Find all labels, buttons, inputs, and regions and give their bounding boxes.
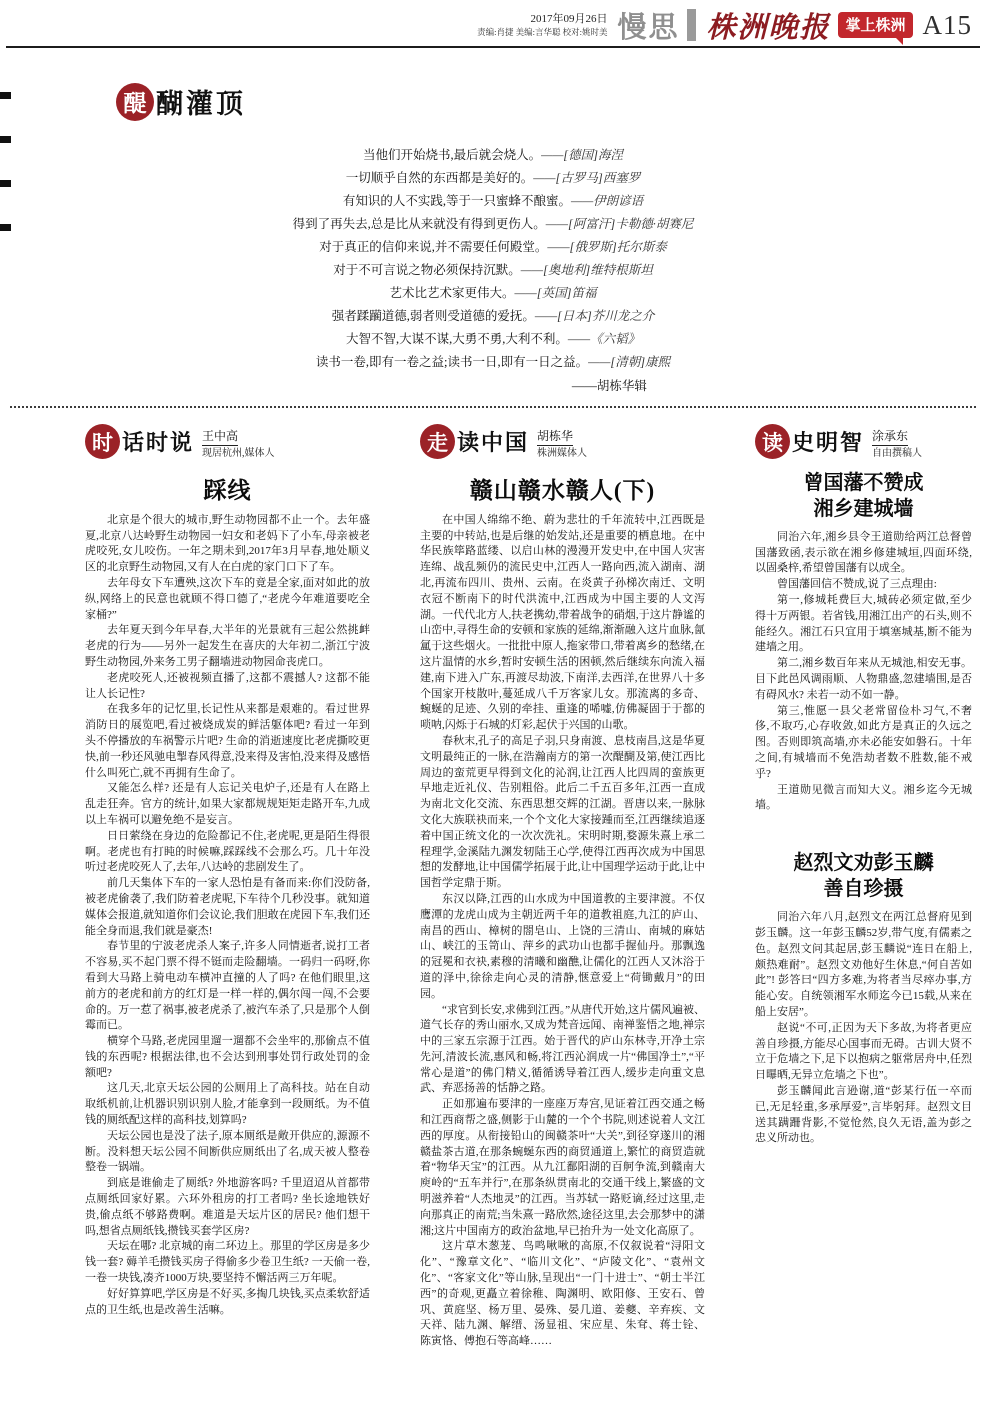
edition-info: [477, 13, 607, 37]
quote-line: [0, 213, 986, 236]
article-2: [755, 850, 972, 1147]
author-desc: 株洲媒体人: [537, 447, 588, 459]
quote-source: ——伊朗谚语: [570, 194, 644, 208]
paragraph: 又能怎么样? 还是有人忘记关电炉子,还是有人在路上乱走狂奔。官方的统计,如果大家都规规矩矩走路开车,九成以上车祸可以避免绝不是妄言。: [85, 782, 370, 826]
paragraph: 第一,修城耗费巨大,城砖必须定做,至少得十万两银。若省钱,用湘江出产的石头,则不能经久。湘江石只宜用于填塞城基,断不能为建墙之用。: [755, 593, 972, 654]
article-title: 踩线: [203, 477, 252, 503]
article-body: [420, 513, 705, 1350]
column-badge: [420, 424, 529, 459]
article-body: [755, 910, 972, 1147]
article-title-line2: 湘乡建城墙: [813, 497, 914, 520]
quote-line: [0, 259, 986, 282]
quote-text: 一切顺乎自然的东西都是美好的。: [345, 171, 534, 185]
paragraph: 王道勋见微言而知大义。湘乡迄今无城墙。: [755, 783, 972, 812]
paragraph: 在我多年的记忆里,长记性从来都是艰难的。看过世界消防日的展览吧,看过被烧成炭的鲜活躯体吧? 看过一年到头不停播放的车祸警示片吧? 生命的消逝速度比老虎撕咬更快,前一秒还风驰电掣春风得意,没来得及害怕,没来得及感悟什么叫死亡,就不再拥有生命了。: [85, 703, 370, 779]
quote-source: ——[阿富汗]卡勒德·胡赛尼: [545, 217, 694, 231]
paragraph: 赵说“不可,正因为天下多故,为将者更应善自珍摄,方能尽心国事而无碍。古训大贤不立于危墙之下,足下以抱病之躯常居舟中,任烈日曝晒,无异立危墙之下也”。: [755, 1021, 972, 1082]
paper-logo: 株洲晚报: [706, 9, 831, 44]
author-desc: 现居杭州,媒体人: [202, 447, 275, 459]
quote-list: [0, 144, 986, 374]
quote-line: [0, 328, 986, 351]
quote-text: 艺术比艺术家更伟大。: [389, 286, 515, 300]
paragraph: 横穿个马路,老虎园里遛一遛都不会坐牢的,那偷点不值钱的东西呢? 根据法律,也不会达到刑事处罚行政处罚的金额吧?: [85, 1035, 370, 1079]
quote-text: 当他们开始烧书,最后就会烧人。: [362, 148, 542, 162]
paragraph: 前几天集体下车的一家人恐怕是有备而来:你们没防备,被老虎偷袭了,我们防着老虎呢,下车待个几秒没事。就知道媒体会报道,就知道你们会议论,我们胆敢在虎园下车,我们还能全身而退,我们就是豪杰!: [85, 877, 370, 937]
paragraph: 正如那遍布要津的一座座万寿宫,见证着江西交通之畅和江西商帮之盛,侧影于山麓的一个个书院,则述说着人文江西的厚度。从衔接铅山的闽赣茶叶“大关”,到径穿遂川的湘赣盐茶古道,在那条蜿蜒东西的商贸通道上,繁忙的商贸造就着“物华天宝”的江西。从九江鄱阳湖的百舸争流,到赣南大庾岭的“五车并行”,在那条纵贯南北的交通干线上,繁盛的文明滋养着“人杰地灵”的江西。当苏轼一路贬谪,经过这里,走向那真正的南荒;当朱熹一路欣然,途径这里,去会那梦中的潇湘;这片中国南方的政治盆地,早已抬升为一处文化高原了。: [420, 1098, 705, 1237]
column-badge: [85, 424, 194, 459]
paper-app-badge: 掌上株洲: [838, 12, 912, 39]
quote-text: 大智不智,大谋不谋,大勇不勇,大利不利。: [345, 332, 568, 346]
quote-line: [0, 190, 986, 213]
article-title-line1: 赵烈文劝彭玉麟: [793, 852, 934, 875]
author-block: [872, 426, 922, 460]
author-desc: 自由撰稿人: [872, 447, 923, 459]
paragraph: 老虎咬死人,还被视频直播了,这都不震撼人? 这都不能让人长记性?: [85, 671, 370, 700]
paragraph: 日日萦绕在身边的危险都记不住,老虎呢,更是陌生得很啊。老虎也有打盹的时候嘛,踩踩线不会那么巧。几十年没听过老虎咬死人了,去年,八达岭的悲剧发生了。: [85, 829, 370, 874]
paragraph: 彭玉麟闻此言逊谢,道“彭某行伍一卒而已,无足轻重,多承厚爱”,言毕躬拜。赵烈文目送其蹒跚背影,不觉怆然,良久无语,盖为彭之忠义所动也。: [755, 1084, 972, 1145]
section-label: 慢思: [617, 9, 680, 44]
quote-text: 有知识的人不实践,等于一只蜜蜂不酿蜜。: [342, 194, 571, 208]
paragraph: 这片草木葱茏、鸟鸣啾啾的高原,不仅叙说着“浔阳文化”、“豫章文化”、“临川文化”、“庐陵文化”、“袁州文化”、“客家文化”等山脉,呈现出“一门十进士”、“朝士半江西”的奇观,更矗立着徐稚、陶渊明、欧阳修、王安石、曾巩、黄庭坚、杨万里、晏殊、晏几道、姜夔、辛弃疾、文天祥、陆九渊、解缙、汤显祖、宋应星、朱耷、蒋士铨、陈寅恪、傅抱石等高峰……: [420, 1240, 705, 1348]
quote-source: ——[清朝]康熙: [588, 355, 671, 369]
date-text: 2017年09月26日: [530, 12, 608, 25]
column-shihua: [85, 424, 370, 1350]
author-name: 涂承东: [872, 429, 908, 446]
paragraph: 天坛在哪? 北京城的南二环边上。那里的学区房是多少钱一套? 薅羊毛攒钱买房子得偷多少卷卫生纸? 一天偷一卷,一卷一块钱,凑齐1000万块,要坚持不懈活两三万年呢。: [85, 1240, 370, 1285]
column-header: [85, 424, 370, 460]
article-title: [755, 850, 972, 902]
paragraph: 第二,湘乡数百年来从无城池,相安无事。目下此邑风调雨顺、人物鼎盛,忽建墙围,是否有碍风水? 未若一动不如一静。: [755, 657, 972, 701]
aphorisms-section: [0, 48, 986, 394]
article-body: [755, 530, 972, 814]
aphorisms-title: [116, 82, 246, 121]
column-header: [420, 424, 705, 460]
title-text: 醐灌顶: [156, 89, 246, 119]
paragraph: 同治六年,湘乡县令王道勋给两江总督曾国藩致函,表示欲在湘乡修建城垣,四面环绕,以固桑梓,希望曾国藩有以成全。: [755, 530, 972, 575]
quote-text: 读书一卷,即有一卷之益;读书一日,即有一日之益。: [315, 355, 589, 369]
paragraph: 同治六年八月,赵烈文在两江总督府见到彭玉麟。这一年彭玉麟52岁,带气度,有儒素之色。赵烈文问其起居,彭玉麟说“连日在船上,颇热难耐”。赵烈文劝他好生休息,“何自苦如此”! 彭答曰“四方多难,为将者当尽瘁办事,方能心安。自统领湘军水师迄今已15载,从来在船上安居”。: [755, 911, 972, 1018]
divider-bar: [687, 9, 696, 41]
paragraph: 天坛公园也是没了法子,原本厕纸是敞开供应的,源源不断。没料想天坛公园不间断供应厕纸出了名,成天被人整卷整卷一锅端。: [85, 1129, 370, 1174]
article-title: [755, 470, 972, 522]
compiler-credit: ——胡栋华辑: [571, 379, 647, 393]
quote-text: 对于真正的信仰来说,并不需要任何殿堂。: [319, 240, 548, 254]
quote-source: ——[日本]芥川龙之介: [534, 309, 655, 323]
paragraph: 到底是谁偷走了厕纸? 外地游客吗? 千里迢迢从首都带点厕纸回家好累。六环外租房的打工者吗? 坐长途地铁好贵,偷点纸不够路费啊。难道是天坛片区的居民? 他们想干吗,想省点厕纸钱,攒钱买套学区房?: [85, 1177, 370, 1237]
author-name: 王中高: [202, 429, 238, 446]
paragraph: 这几天,北京天坛公园的公厕用上了高科技。站在自动取纸机前,让机器识别识别人脸,才能拿到一段厕纸。为不值钱的厕纸配这样的高科技,划算吗?: [85, 1082, 370, 1127]
badge-text: 读中国: [457, 430, 530, 455]
quote-source: ——[奥地利]维特根斯坦: [520, 263, 653, 277]
editors-text: 责编:肖捷 美编:言华聪 校对:姚时美: [477, 26, 608, 37]
quote-line: [0, 305, 986, 328]
article-title-line2: 善自珍摄: [823, 878, 904, 901]
column-zoudu: [420, 424, 705, 1350]
badge-circle: 读: [755, 424, 790, 459]
paragraph: 好好算算吧,学区房是不好买,多掏几块钱,买点柔软舒适点的卫生纸,也是改善生活嘛。: [85, 1287, 370, 1316]
paragraph: 去年母女下车遭殃,这次下车的竟是全家,面对如此的放纵,网络上的民意也就顾不得口德了,“老虎今年难道要吃全家桶?”: [85, 576, 370, 621]
quote-line: [0, 236, 986, 259]
paragraph: 春节里的宁波老虎杀人案子,许多人同情逝者,说打工者不容易,买不起门票不得不铤而走险翻墙。一码归一码呀,你看到大马路上骑电动车横冲直撞的人了吗? 在他们眼里,这前方的老虎和前方的红灯是一样一样的,偶尔闯一闯,不会要命的。万一惹了祸事,被老虎杀了,被汽车杀了,只是那个人倒霉而已。: [85, 940, 370, 1032]
quote-source: ——《六韬》: [567, 332, 641, 346]
paragraph: 东汉以降,江西的山水成为中国道教的主要津渡。不仅鹰潭的龙虎山成为主朝近两千年的道教祖庭,九江的庐山、南昌的西山、樟树的閤皂山、上饶的三清山、南城的麻姑山、峡江的玉笥山、萍乡的武功山也都手握仙丹。那飘逸的冠冕和衣袂,素穆的清曦和幽醮,让儒化的江西人又沐浴于道的泽中,徐徐走向心灵的清静,惬意爱上“荷锄戴月”的田园。: [420, 892, 705, 1000]
paragraph: “求官到长安,求佛到江西。”从唐代开始,这片儒风遍被、道气长存的秀山丽水,又成为梵音远闻、南禅鉴悟之地,禅宗中的三家五宗源于江西。始于晋代的庐山东林寺,开净土宗先河,清波长流,惠风和畅,将江西沁润成一片“佛国净土”,“平常心是道”的佛门精义,循循诱导着江西人,缓步走向重文息武、弃恶扬善的恬静之路。: [420, 1003, 705, 1095]
article-body: [85, 513, 370, 1319]
quote-text: 得到了再失去,总是比从来就没有得到更伤人。: [292, 217, 546, 231]
quote-line: [0, 144, 986, 167]
quote-line: [0, 282, 986, 305]
paragraph: 第三,惟愿一县父老常留俭朴习气,不奢侈,不取巧,心存收敛,如此方是真正的久远之图。否则即筑高墙,亦未必能安如磐石。十年之间,有城墙而不免浩劫者数不胜数,能不戒乎?: [755, 704, 972, 780]
author-name: 胡栋华: [537, 429, 573, 446]
author-block: [537, 426, 587, 460]
column-dushi: [755, 424, 972, 1350]
paragraph: 春秋末,孔子的高足子羽,只身南渡、息枝南昌,这是华夏文明最纯正的一脉,在浩瀚南方的第一次醍醐及第,使江西比周边的蛮荒更早得到文化的沁润,让江西人比四周的蛮族更早地走近礼仪、告别粗俗。此后二千五百多年,江西一直成为南北文化交流、东西思想交辉的江湖。晋唐以来,一脉脉文化大族联袂而来,一个个文化大家接踵而至,江西继续追逐着中国正统文化的一次次洗礼。宋明时期,婺源朱熹上承二程理学,金溪陆九渊发轫陆王心学,使得江西再次成为中国思想的发酵地,让中国儒学拓展于此,让中国理学运动于此,让中国哲学定鼎于斯。: [420, 734, 705, 890]
paragraph: 曾国藩回信不赞成,说了三点理由:: [777, 578, 937, 591]
quote-source: ——[德国]海涅: [541, 148, 624, 162]
article-title-line1: 曾国藩不赞成: [803, 471, 924, 494]
quote-source: ——[俄罗斯]托尔斯泰: [547, 240, 667, 254]
column-badge: [755, 424, 864, 459]
quote-text: 强者蹂躏道德,弱者则受道德的爱抚。: [331, 309, 535, 323]
badge-circle: 时: [85, 424, 120, 459]
paragraph: 北京是个很大的城市,野生动物园都不止一个。去年盛夏,北京八达岭野生动物园一妇女和老妈下了小车,母亲被老虎咬死,女儿咬伤。一年之期未到,2017年3月早春,地处顺义区的北京野生动物园,又有人在白虎的家门口下了车。: [85, 513, 370, 574]
article-title: 赣山赣水赣人(下): [469, 477, 656, 503]
paragraph: 在中国人绵绵不绝、蔚为悲壮的千年流转中,江西既是主要的中转站,也是后继的始发站,还是重要的栖息地。在中华民族筚路蓝缕、以启山林的漫漫开发史中,在中国人灾害连绵、战乱频仍的流民史中,江西人一路向西,流入湖南、湖北,再流布四川、贵州、云南。在炎黄子孙梯次南迁、文明衣冠不断南下的时代洪流中,江西成为中国主要的人文泻湖。一代代北方人,扶老携幼,带着战争的硝烟,于这片静谧的山峦中,寻得生命的安顿和家族的延绵,渐渐融入这片血脉,氤氲于这些烟火。一批批中原人,拖家带口,带着离乡的愁绪,在这片温情的水乡,暂时安顿生活的困顿,然后继续东向流入福建,南下进入广东,再渡尽劫波,下南洋,去西洋,在世界八十多个国家开枝散叶,蔓延成八千万客家儿女。那流离的多奇、蜿蜒的足迹、久别的牵挂、重逢的唏嘘,仿佛凝固于于都的唢呐,闪烁于石城的灯彩,起伏于兴国的山歌。: [420, 513, 705, 732]
author-block: [202, 426, 275, 460]
columns-area: [0, 408, 986, 1350]
page-number: A15: [922, 9, 972, 40]
quote-source: ——[英国]笛福: [514, 286, 597, 300]
paragraph: 去年夏天到今年早春,大半年的光景就有三起公然挑衅老虎的行为——另外一起发生在喜庆的大年初二,浙江宁波野生动物园,外来务工男子翻墙进动物园命丧虎口。: [85, 624, 370, 668]
column-header: [755, 424, 972, 460]
title-badge-circle: 醍: [116, 83, 154, 121]
badge-text: 史明智: [792, 430, 865, 455]
quote-line: [0, 351, 986, 374]
quote-source: ——[古罗马]西塞罗: [533, 171, 641, 185]
badge-text: 话时说: [122, 430, 195, 455]
quote-text: 对于不可言说之物必须保持沉默。: [333, 263, 521, 277]
quote-line: [0, 167, 986, 190]
badge-circle: 走: [420, 424, 455, 459]
page-header: [0, 0, 986, 46]
article-1: [755, 470, 972, 814]
